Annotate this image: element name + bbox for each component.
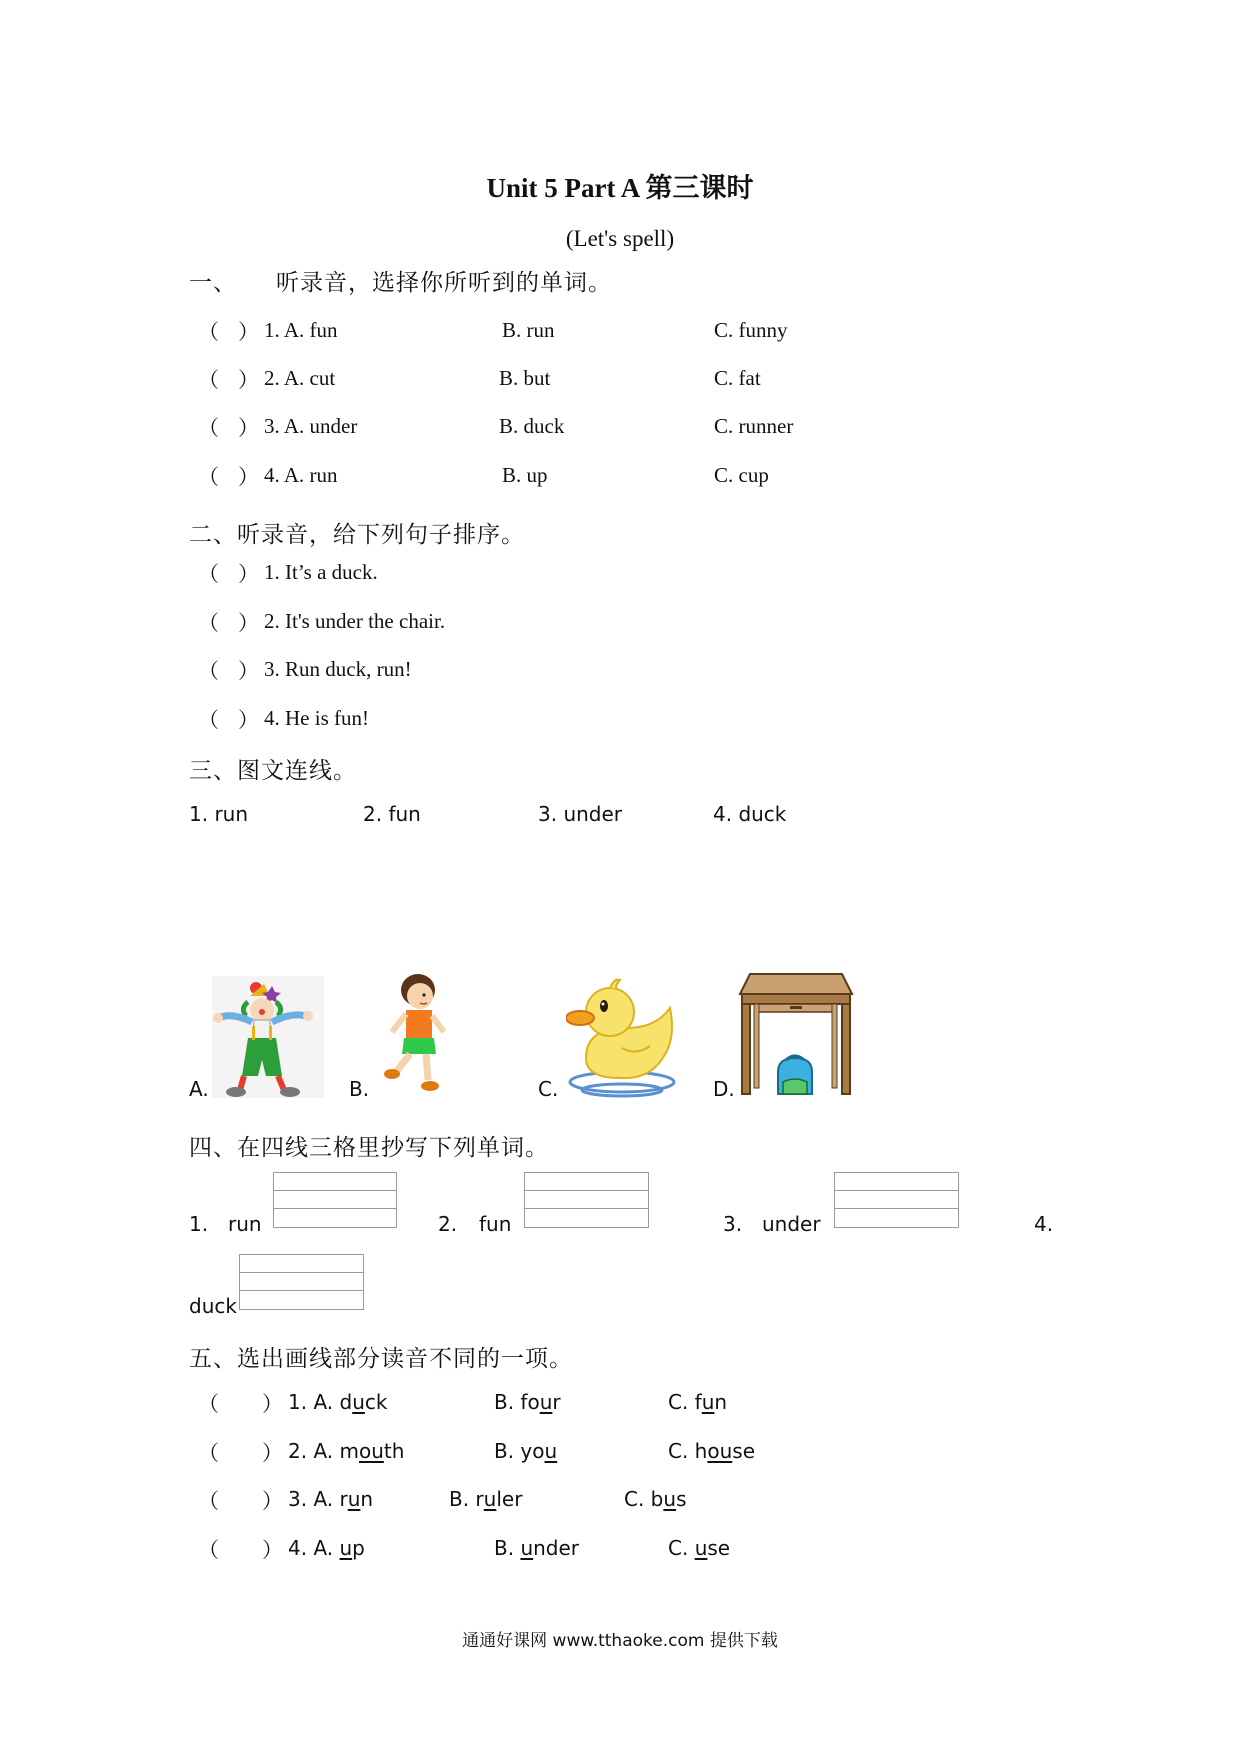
s1-item4-a: 4. A. run — [264, 463, 338, 487]
table-schoolbag-icon — [738, 972, 854, 1096]
s5-item1-c: C. fun — [668, 1390, 728, 1414]
answer-paren-open: （ — [198, 659, 219, 683]
s2-item2: 2. It's under the chair. — [264, 609, 446, 633]
s5-item4-b: B. under — [494, 1536, 580, 1560]
s1-item1-a: 1. A. fun — [264, 318, 338, 342]
answer-paren-close: ） — [262, 1441, 283, 1465]
answer-paren-close: ） — [238, 416, 259, 440]
s1-item1-b: B. run — [502, 318, 555, 342]
writing-grid-2[interactable] — [524, 1172, 649, 1228]
answer-paren-close: ） — [262, 1538, 283, 1562]
s5-item2-a: 2. A. mouth — [288, 1439, 405, 1463]
s4-word4: duck — [189, 1294, 237, 1318]
picture-label-b: B. — [349, 1077, 370, 1101]
answer-paren-open: （ — [198, 416, 219, 440]
answer-paren-close: ） — [238, 659, 259, 683]
s3-word2: 2. fun — [363, 802, 421, 826]
answer-paren-close: ） — [262, 1489, 283, 1513]
clown-icon — [212, 976, 324, 1098]
s1-item2-c: C. fat — [714, 366, 761, 390]
s4-num4: 4. — [1034, 1212, 1054, 1236]
section3-heading: 三、图文连线。 — [189, 758, 357, 784]
answer-paren-open: （ — [198, 320, 219, 344]
s3-word4: 4. duck — [713, 802, 787, 826]
page-subtitle-text: (Let's spell) — [565, 226, 675, 251]
answer-paren-open: （ — [198, 368, 219, 392]
page-title-text: Unit 5 Part A 第三课时 — [486, 173, 754, 203]
s1-item3-b: B. duck — [499, 414, 565, 438]
s2-item4: 4. He is fun! — [264, 706, 369, 730]
picture-label-c: C. — [538, 1077, 559, 1101]
answer-paren-close: ） — [238, 465, 259, 489]
section2-heading: 二、听录音，给下列句子排序。 — [189, 522, 525, 548]
answer-paren-open: （ — [198, 562, 219, 586]
s5-item1-b: B. four — [494, 1390, 561, 1414]
s1-item1-c: C. funny — [714, 318, 788, 342]
s5-item2-c: C. house — [668, 1439, 756, 1463]
answer-paren-close: ） — [238, 708, 259, 732]
writing-grid-4[interactable] — [239, 1254, 364, 1310]
answer-paren-open: （ — [198, 708, 219, 732]
picture-label-d: D. — [713, 1077, 735, 1101]
s1-item4-b: B. up — [502, 463, 548, 487]
s5-item2-b: B. you — [494, 1439, 558, 1463]
s1-item2-b: B. but — [499, 366, 551, 390]
page-subtitle — [0, 226, 1240, 252]
section4-heading: 四、在四线三格里抄写下列单词。 — [189, 1135, 549, 1161]
s3-word3: 3. under — [538, 802, 623, 826]
s5-item3-a: 3. A. run — [288, 1487, 374, 1511]
picture-label-a: A. — [189, 1077, 209, 1101]
s2-item3: 3. Run duck, run! — [264, 657, 412, 681]
s4-word2: fun — [479, 1212, 512, 1236]
answer-paren-open: （ — [198, 1538, 219, 1562]
s5-item1-a: 1. A. duck — [288, 1390, 388, 1414]
page-title — [0, 166, 1240, 205]
section1-heading-text: 听录音，选择你所听到的单词。 — [276, 270, 612, 296]
writing-grid-3[interactable] — [834, 1172, 959, 1228]
answer-paren-open: （ — [198, 1441, 219, 1465]
s5-item3-c: C. bus — [624, 1487, 687, 1511]
s5-item3-b: B. ruler — [449, 1487, 523, 1511]
duck-icon — [566, 974, 678, 1098]
answer-paren-close: ） — [238, 611, 259, 635]
s1-item3-a: 3. A. under — [264, 414, 358, 438]
s1-item4-c: C. cup — [714, 463, 769, 487]
s4-num2: 2. — [438, 1212, 458, 1236]
answer-paren-open: （ — [198, 1392, 219, 1416]
s2-item1: 1. It’s a duck. — [264, 560, 378, 584]
s5-item4-c: C. use — [668, 1536, 731, 1560]
s4-num1: 1. — [189, 1212, 209, 1236]
section1-heading-num: 一、 — [189, 270, 237, 296]
footer-text: 通通好课网 www.tthaoke.com 提供下载 — [462, 1631, 778, 1651]
running-boy-icon — [374, 972, 454, 1098]
answer-paren-open: （ — [198, 1489, 219, 1513]
s1-item2-a: 2. A. cut — [264, 366, 336, 390]
answer-paren-close: ） — [238, 562, 259, 586]
s1-item3-c: C. runner — [714, 414, 794, 438]
writing-grid-1[interactable] — [273, 1172, 397, 1228]
s4-word1: run — [228, 1212, 262, 1236]
answer-paren-close: ） — [238, 368, 259, 392]
answer-paren-open: （ — [198, 465, 219, 489]
s4-num3: 3. — [723, 1212, 743, 1236]
s5-item4-a: 4. A. up — [288, 1536, 365, 1560]
section5-heading: 五、选出画线部分读音不同的一项。 — [189, 1346, 573, 1372]
answer-paren-open: （ — [198, 611, 219, 635]
s4-word3: under — [762, 1212, 821, 1236]
s3-word1: 1. run — [189, 802, 249, 826]
answer-paren-close: ） — [262, 1392, 283, 1416]
answer-paren-close: ） — [238, 320, 259, 344]
